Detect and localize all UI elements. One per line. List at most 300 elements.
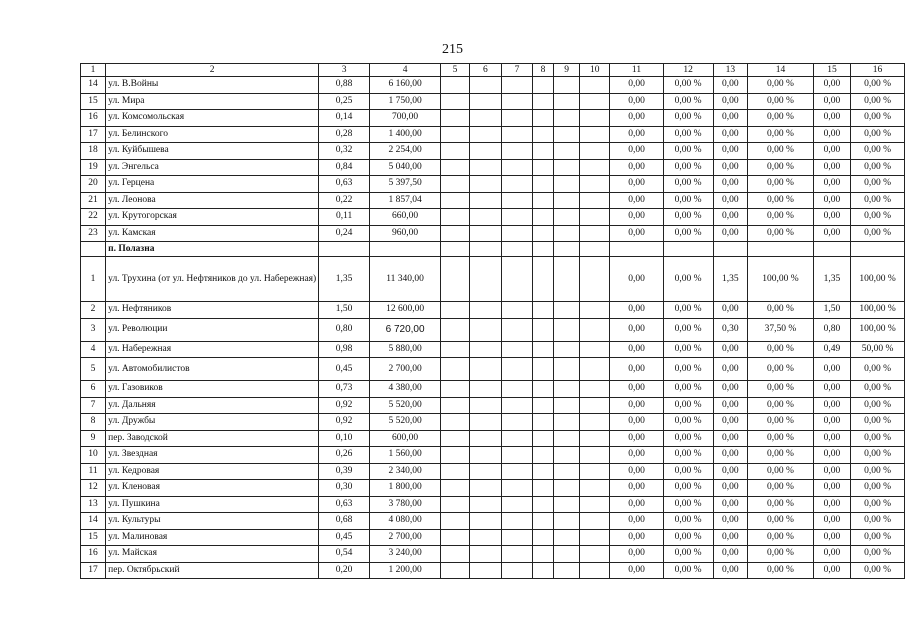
percent-col-16: 0,00 % [851, 209, 905, 226]
percent-col-16: 0,00 % [851, 192, 905, 209]
cost-value: 1 857,04 [370, 192, 441, 209]
value-col-11: 0,00 [610, 77, 663, 94]
empty-cell [533, 242, 554, 257]
cost-value: 2 340,00 [370, 463, 441, 480]
value-col-15: 0,00 [813, 513, 850, 530]
empty-cell-col-10 [580, 176, 610, 193]
empty-cell-col-8 [533, 562, 554, 579]
street-name: ул. Звездная [106, 447, 319, 464]
cost-value: 960,00 [370, 225, 441, 242]
empty-cell-col-9 [554, 77, 580, 94]
empty-cell-col-5 [441, 126, 470, 143]
value-col-13: 0,00 [713, 209, 748, 226]
empty-cell-col-6 [469, 562, 501, 579]
table-row [81, 381, 905, 398]
percent-col-16: 0,00 % [851, 463, 905, 480]
value-col-11: 0,00 [610, 159, 663, 176]
value-col-13: 0,00 [713, 77, 748, 94]
empty-cell-col-9 [554, 110, 580, 127]
length-km: 0,14 [319, 110, 370, 127]
percent-col-12: 0,00 % [663, 562, 713, 579]
cost-value: 600,00 [370, 430, 441, 447]
cost-value: 12 600,00 [370, 302, 441, 319]
percent-col-14: 0,00 % [748, 397, 814, 414]
empty-cell-col-9 [554, 143, 580, 160]
percent-col-14: 0,00 % [748, 110, 814, 127]
empty-cell-col-6 [469, 143, 501, 160]
empty-cell-col-7 [501, 302, 532, 319]
row-number: 20 [81, 176, 106, 193]
street-name: ул. Нефтяников [106, 302, 319, 319]
street-name: ул. Дружбы [106, 414, 319, 431]
empty-cell-col-6 [469, 209, 501, 226]
empty-cell-col-9 [554, 341, 580, 358]
value-col-11: 0,00 [610, 397, 663, 414]
percent-col-12: 0,00 % [663, 318, 713, 341]
row-number: 16 [81, 110, 106, 127]
empty-cell-col-5 [441, 480, 470, 497]
empty-cell-col-8 [533, 513, 554, 530]
column-header: 7 [501, 64, 532, 77]
empty-cell-col-5 [441, 192, 470, 209]
percent-col-12: 0,00 % [663, 209, 713, 226]
section-row [81, 242, 905, 257]
percent-col-12: 0,00 % [663, 513, 713, 530]
row-number: 8 [81, 414, 106, 431]
table-row [81, 496, 905, 513]
empty-cell-col-8 [533, 318, 554, 341]
cost-value: 2 700,00 [370, 529, 441, 546]
cost-value: 5 520,00 [370, 397, 441, 414]
percent-col-14: 0,00 % [748, 496, 814, 513]
percent-col-16: 0,00 % [851, 496, 905, 513]
empty-cell-col-7 [501, 513, 532, 530]
percent-col-12: 0,00 % [663, 529, 713, 546]
empty-cell-col-9 [554, 358, 580, 381]
empty-cell-col-6 [469, 176, 501, 193]
empty-cell-col-10 [580, 192, 610, 209]
percent-col-12: 0,00 % [663, 93, 713, 110]
empty-cell-col-5 [441, 414, 470, 431]
cost-value: 5 520,00 [370, 414, 441, 431]
empty-cell-col-7 [501, 529, 532, 546]
column-header: 1 [81, 64, 106, 77]
row-number: 22 [81, 209, 106, 226]
value-col-15: 0,00 [813, 463, 850, 480]
street-name: ул. Газовиков [106, 381, 319, 398]
value-col-13: 0,00 [713, 176, 748, 193]
empty-cell-col-6 [469, 341, 501, 358]
row-number: 19 [81, 159, 106, 176]
empty-cell-col-7 [501, 562, 532, 579]
empty-cell-col-10 [580, 562, 610, 579]
empty-cell-col-6 [469, 302, 501, 319]
value-col-11: 0,00 [610, 341, 663, 358]
percent-col-14: 0,00 % [748, 381, 814, 398]
value-col-13: 0,00 [713, 143, 748, 160]
street-name: ул. Автомобилистов [106, 358, 319, 381]
empty-cell-col-6 [469, 126, 501, 143]
empty-cell-col-9 [554, 176, 580, 193]
value-col-15: 0,00 [813, 209, 850, 226]
empty-cell-col-8 [533, 176, 554, 193]
value-col-11: 0,00 [610, 381, 663, 398]
empty-cell-col-5 [441, 143, 470, 160]
empty-cell-col-7 [501, 381, 532, 398]
percent-col-16: 0,00 % [851, 381, 905, 398]
empty-cell-col-8 [533, 225, 554, 242]
table-row [81, 302, 905, 319]
street-name: ул. Энгельса [106, 159, 319, 176]
row-number: 3 [81, 318, 106, 341]
percent-col-14: 0,00 % [748, 480, 814, 497]
empty-cell-col-6 [469, 192, 501, 209]
value-col-13: 0,00 [713, 463, 748, 480]
empty-cell-col-10 [580, 77, 610, 94]
percent-col-16: 100,00 % [851, 257, 905, 302]
empty-cell-col-6 [469, 159, 501, 176]
empty-cell-col-7 [501, 225, 532, 242]
table-row [81, 176, 905, 193]
empty-cell [319, 242, 370, 257]
value-col-15: 0,00 [813, 381, 850, 398]
empty-cell-col-9 [554, 257, 580, 302]
column-header: 16 [851, 64, 905, 77]
percent-col-12: 0,00 % [663, 463, 713, 480]
empty-cell-col-5 [441, 110, 470, 127]
percent-col-12: 0,00 % [663, 176, 713, 193]
empty-cell-col-7 [501, 143, 532, 160]
percent-col-14: 0,00 % [748, 430, 814, 447]
length-km: 0,80 [319, 318, 370, 341]
value-col-15: 0,00 [813, 529, 850, 546]
percent-col-12: 0,00 % [663, 110, 713, 127]
value-col-15: 0,00 [813, 414, 850, 431]
percent-col-16: 0,00 % [851, 430, 905, 447]
empty-cell-col-9 [554, 430, 580, 447]
table-row [81, 209, 905, 226]
table-row [81, 192, 905, 209]
table-row [81, 159, 905, 176]
value-col-13: 0,00 [713, 529, 748, 546]
table-row [81, 480, 905, 497]
cost-value: 6 160,00 [370, 77, 441, 94]
length-km: 0,25 [319, 93, 370, 110]
empty-cell-col-9 [554, 546, 580, 563]
row-number: 9 [81, 430, 106, 447]
empty-cell-col-10 [580, 447, 610, 464]
value-col-11: 0,00 [610, 318, 663, 341]
empty-cell-col-8 [533, 430, 554, 447]
cost-value: 11 340,00 [370, 257, 441, 302]
row-number: 21 [81, 192, 106, 209]
cost-value: 5 040,00 [370, 159, 441, 176]
percent-col-16: 0,00 % [851, 529, 905, 546]
street-name: ул. Мира [106, 93, 319, 110]
empty-cell-col-8 [533, 110, 554, 127]
empty-cell-col-5 [441, 318, 470, 341]
street-name: ул. Комсомольская [106, 110, 319, 127]
value-col-15: 0,00 [813, 480, 850, 497]
empty-cell-col-7 [501, 480, 532, 497]
street-name: ул. В.Войны [106, 77, 319, 94]
percent-col-16: 0,00 % [851, 414, 905, 431]
empty-cell-col-5 [441, 176, 470, 193]
empty-cell [81, 242, 106, 257]
value-col-15: 0,00 [813, 225, 850, 242]
value-col-11: 0,00 [610, 496, 663, 513]
value-col-13: 0,00 [713, 414, 748, 431]
value-col-13: 0,00 [713, 480, 748, 497]
empty-cell-col-7 [501, 397, 532, 414]
length-km: 1,35 [319, 257, 370, 302]
header-row [81, 64, 905, 77]
column-header: 2 [106, 64, 319, 77]
value-col-15: 0,80 [813, 318, 850, 341]
empty-cell-col-8 [533, 302, 554, 319]
empty-cell-col-10 [580, 225, 610, 242]
empty-cell-col-9 [554, 126, 580, 143]
empty-cell-col-9 [554, 463, 580, 480]
empty-cell [370, 242, 441, 257]
empty-cell [580, 242, 610, 257]
empty-cell-col-7 [501, 110, 532, 127]
empty-cell-col-9 [554, 513, 580, 530]
value-col-11: 0,00 [610, 257, 663, 302]
empty-cell-col-10 [580, 110, 610, 127]
value-col-15: 0,00 [813, 143, 850, 160]
column-header: 11 [610, 64, 663, 77]
empty-cell-col-7 [501, 257, 532, 302]
empty-cell-col-10 [580, 209, 610, 226]
value-col-13: 0,00 [713, 397, 748, 414]
column-header: 9 [554, 64, 580, 77]
empty-cell-col-7 [501, 546, 532, 563]
percent-col-14: 0,00 % [748, 358, 814, 381]
percent-col-14: 100,00 % [748, 257, 814, 302]
percent-col-16: 0,00 % [851, 77, 905, 94]
empty-cell-col-8 [533, 209, 554, 226]
column-header: 14 [748, 64, 814, 77]
percent-col-14: 0,00 % [748, 414, 814, 431]
row-number: 6 [81, 381, 106, 398]
column-header: 4 [370, 64, 441, 77]
value-col-15: 1,35 [813, 257, 850, 302]
empty-cell-col-5 [441, 496, 470, 513]
length-km: 0,30 [319, 480, 370, 497]
percent-col-14: 0,00 % [748, 93, 814, 110]
value-col-13: 0,00 [713, 110, 748, 127]
row-number: 15 [81, 529, 106, 546]
value-col-11: 0,00 [610, 546, 663, 563]
empty-cell-col-8 [533, 192, 554, 209]
value-col-15: 0,00 [813, 430, 850, 447]
empty-cell-col-9 [554, 318, 580, 341]
percent-col-14: 0,00 % [748, 209, 814, 226]
value-col-15: 0,00 [813, 93, 850, 110]
empty-cell-col-7 [501, 77, 532, 94]
table-row [81, 562, 905, 579]
value-col-13: 0,00 [713, 341, 748, 358]
percent-col-12: 0,00 % [663, 447, 713, 464]
empty-cell-col-6 [469, 318, 501, 341]
empty-cell-col-6 [469, 480, 501, 497]
empty-cell [501, 242, 532, 257]
empty-cell-col-10 [580, 430, 610, 447]
empty-cell-col-8 [533, 159, 554, 176]
value-col-11: 0,00 [610, 225, 663, 242]
street-name: ул. Кедровая [106, 463, 319, 480]
street-name: ул. Майская [106, 546, 319, 563]
percent-col-12: 0,00 % [663, 225, 713, 242]
percent-col-16: 0,00 % [851, 480, 905, 497]
table-row [81, 93, 905, 110]
empty-cell-col-8 [533, 77, 554, 94]
empty-cell-col-10 [580, 93, 610, 110]
empty-cell-col-7 [501, 341, 532, 358]
length-km: 0,92 [319, 414, 370, 431]
value-col-11: 0,00 [610, 176, 663, 193]
empty-cell-col-5 [441, 447, 470, 464]
value-col-11: 0,00 [610, 562, 663, 579]
percent-col-12: 0,00 % [663, 341, 713, 358]
row-number: 1 [81, 257, 106, 302]
empty-cell-col-8 [533, 126, 554, 143]
length-km: 0,45 [319, 529, 370, 546]
percent-col-14: 0,00 % [748, 513, 814, 530]
percent-col-12: 0,00 % [663, 358, 713, 381]
empty-cell [554, 242, 580, 257]
value-col-15: 0,00 [813, 358, 850, 381]
row-number: 10 [81, 447, 106, 464]
street-name: ул. Дальняя [106, 397, 319, 414]
street-name: ул. Камская [106, 225, 319, 242]
empty-cell-col-9 [554, 381, 580, 398]
percent-col-16: 0,00 % [851, 143, 905, 160]
empty-cell-col-8 [533, 93, 554, 110]
table-row [81, 397, 905, 414]
percent-col-16: 0,00 % [851, 447, 905, 464]
empty-cell-col-10 [580, 513, 610, 530]
cost-value: 2 254,00 [370, 143, 441, 160]
street-name: ул. Леонова [106, 192, 319, 209]
empty-cell-col-8 [533, 257, 554, 302]
percent-col-14: 0,00 % [748, 447, 814, 464]
empty-cell-col-8 [533, 414, 554, 431]
street-name: пер. Заводской [106, 430, 319, 447]
table-row [81, 358, 905, 381]
empty-cell-col-9 [554, 159, 580, 176]
value-col-15: 0,00 [813, 397, 850, 414]
row-number: 11 [81, 463, 106, 480]
percent-col-12: 0,00 % [663, 381, 713, 398]
empty-cell-col-5 [441, 513, 470, 530]
empty-cell [469, 242, 501, 257]
percent-col-16: 0,00 % [851, 126, 905, 143]
row-number: 4 [81, 341, 106, 358]
empty-cell-col-8 [533, 529, 554, 546]
percent-col-12: 0,00 % [663, 257, 713, 302]
empty-cell-col-5 [441, 341, 470, 358]
value-col-13: 0,00 [713, 358, 748, 381]
value-col-13: 0,00 [713, 562, 748, 579]
value-col-13: 0,00 [713, 302, 748, 319]
empty-cell-col-6 [469, 93, 501, 110]
value-col-13: 0,00 [713, 225, 748, 242]
value-col-13: 0,00 [713, 447, 748, 464]
value-col-11: 0,00 [610, 513, 663, 530]
length-km: 0,11 [319, 209, 370, 226]
empty-cell-col-10 [580, 358, 610, 381]
empty-cell-col-6 [469, 430, 501, 447]
cost-value: 6 720,00 [370, 318, 441, 341]
percent-col-16: 0,00 % [851, 562, 905, 579]
table-row [81, 463, 905, 480]
length-km: 0,20 [319, 562, 370, 579]
value-col-15: 0,00 [813, 110, 850, 127]
empty-cell-col-8 [533, 397, 554, 414]
length-km: 0,28 [319, 126, 370, 143]
column-header: 8 [533, 64, 554, 77]
row-number: 14 [81, 77, 106, 94]
length-km: 0,84 [319, 159, 370, 176]
length-km: 0,63 [319, 496, 370, 513]
empty-cell-col-9 [554, 302, 580, 319]
row-number: 14 [81, 513, 106, 530]
percent-col-12: 0,00 % [663, 126, 713, 143]
cost-value: 4 380,00 [370, 381, 441, 398]
empty-cell-col-6 [469, 546, 501, 563]
empty-cell-col-6 [469, 397, 501, 414]
empty-cell-col-9 [554, 480, 580, 497]
street-name: ул. Малиновая [106, 529, 319, 546]
value-col-13: 0,00 [713, 93, 748, 110]
cost-value: 5 397,50 [370, 176, 441, 193]
percent-col-14: 0,00 % [748, 192, 814, 209]
empty-cell-col-5 [441, 159, 470, 176]
value-col-13: 0,00 [713, 546, 748, 563]
cost-value: 4 080,00 [370, 513, 441, 530]
value-col-13: 0,00 [713, 496, 748, 513]
column-header: 10 [580, 64, 610, 77]
empty-cell-col-7 [501, 358, 532, 381]
percent-col-16: 0,00 % [851, 159, 905, 176]
empty-cell-col-10 [580, 397, 610, 414]
empty-cell-col-5 [441, 225, 470, 242]
table-row [81, 225, 905, 242]
percent-col-14: 0,00 % [748, 143, 814, 160]
empty-cell-col-7 [501, 447, 532, 464]
row-number: 23 [81, 225, 106, 242]
street-name: ул. Культуры [106, 513, 319, 530]
empty-cell [663, 242, 713, 257]
percent-col-12: 0,00 % [663, 546, 713, 563]
row-number: 5 [81, 358, 106, 381]
length-km: 0,92 [319, 397, 370, 414]
empty-cell-col-10 [580, 381, 610, 398]
empty-cell-col-5 [441, 463, 470, 480]
empty-cell-col-7 [501, 159, 532, 176]
empty-cell-col-9 [554, 496, 580, 513]
row-number: 15 [81, 93, 106, 110]
value-col-15: 0,00 [813, 176, 850, 193]
table-row [81, 341, 905, 358]
empty-cell-col-10 [580, 159, 610, 176]
empty-cell-col-6 [469, 225, 501, 242]
value-col-11: 0,00 [610, 143, 663, 160]
length-km: 0,39 [319, 463, 370, 480]
empty-cell-col-9 [554, 93, 580, 110]
